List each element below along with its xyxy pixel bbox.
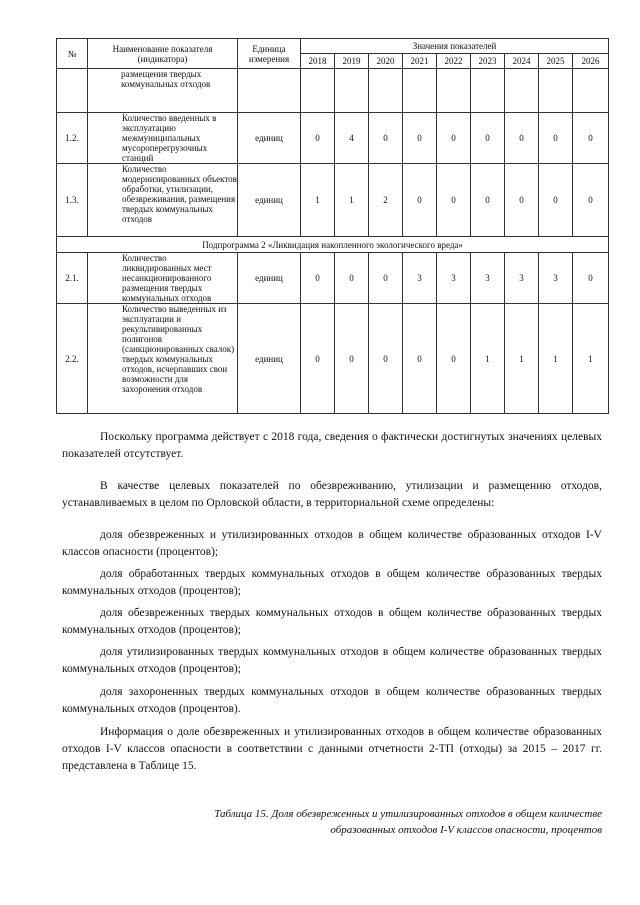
- value-cell: 3: [403, 253, 437, 304]
- value-cell: 2: [369, 164, 403, 237]
- value-cell: 0: [369, 253, 403, 304]
- value-cell: 0: [573, 253, 609, 304]
- row-unit: единиц: [238, 253, 301, 304]
- row-name: Количество выведенных из эксплуатации и рекультивированных полигонов (санкционированных свалок) твердых коммунальных отходов, исчерпавших свои возможности для захоронения отходов: [88, 304, 238, 414]
- value-cell: 0: [471, 164, 505, 237]
- row-name: Количество модернизированных объектов обработки, утилизации, обезвреживания, размещения твердых коммунальных отходов: [88, 164, 238, 237]
- value-cell: 1: [301, 164, 335, 237]
- table-row: [57, 164, 609, 237]
- value-cell: 0: [403, 113, 437, 164]
- table-header-row: [57, 39, 609, 54]
- year-header: 2021: [403, 54, 437, 69]
- value-cell: 0: [505, 164, 539, 237]
- paragraph: доля захороненных твердых коммунальных отходов в общем количестве образованных твердых коммунальных отходов (процентов).: [62, 686, 602, 715]
- value-cell: 3: [437, 253, 471, 304]
- year-header: 2023: [471, 54, 505, 69]
- table-caption: [102, 806, 602, 838]
- value-cell: 0: [335, 253, 369, 304]
- subprogram-row: [57, 237, 609, 253]
- table-row: [57, 304, 609, 414]
- year-header: 2019: [335, 54, 369, 69]
- table-row: [57, 69, 609, 113]
- paragraph: Поскольку программа действует с 2018 года, сведения о фактически достигнутых значениях целевых показателей отсутствует.: [62, 431, 602, 460]
- value-cell: 1: [471, 304, 505, 414]
- row-num: 2.1.: [57, 253, 88, 304]
- value-cell: 0: [437, 304, 471, 414]
- header-name: Наименование показателя (индикатора): [88, 39, 238, 69]
- year-header: 2024: [505, 54, 539, 69]
- header-num: №: [57, 39, 88, 69]
- value-cell: 0: [301, 304, 335, 414]
- row-name: размещения твердых коммунальных отходов: [88, 69, 238, 113]
- table-row: [57, 253, 609, 304]
- value-cell: 1: [573, 304, 609, 414]
- year-header: 2022: [437, 54, 471, 69]
- value-cell: 0: [437, 113, 471, 164]
- year-header: 2018: [301, 54, 335, 69]
- value-cell: 0: [301, 253, 335, 304]
- table-row: [57, 113, 609, 164]
- row-unit: единиц: [238, 304, 301, 414]
- value-cell: 0: [369, 113, 403, 164]
- row-name: Количество введенных в эксплуатацию межмуниципальных мусороперегрузочных станций: [88, 113, 238, 164]
- caption-line-1: Таблица 15. Доля обезвреженных и утилизированных отходов в общем количестве: [214, 808, 602, 820]
- header-unit: Единица измерения: [238, 39, 301, 69]
- paragraph: Информация о доле обезвреженных и утилизированных отходов в общем количестве образованных отходов I-V классов опасности в соответствии с данными отчетности 2-ТП (отходы) за 2015 – 2017 гг. представлена в Таблице 15.: [62, 726, 602, 772]
- value-cell: 0: [437, 164, 471, 237]
- indicators-table: [56, 38, 609, 414]
- value-cell: 3: [505, 253, 539, 304]
- value-cell: 3: [471, 253, 505, 304]
- caption-line-2: образованных отходов I-V классов опасности, процентов: [330, 824, 602, 836]
- row-unit: единиц: [238, 164, 301, 237]
- value-cell: 3: [539, 253, 573, 304]
- row-num: 1.2.: [57, 113, 88, 164]
- value-cell: 0: [539, 113, 573, 164]
- row-num: 1.3.: [57, 164, 88, 237]
- row-unit: единиц: [238, 113, 301, 164]
- value-cell: 0: [539, 164, 573, 237]
- header-values: Значения показателей: [301, 39, 609, 54]
- value-cell: 0: [403, 304, 437, 414]
- year-header: 2025: [539, 54, 573, 69]
- row-num: 2.2.: [57, 304, 88, 414]
- paragraph: доля обработанных твердых коммунальных отходов в общем количестве образованных твердых коммунальных отходов (процентов);: [62, 568, 602, 597]
- paragraph: доля утилизированных твердых коммунальных отходов в общем количестве образованных твердых коммунальных отходов (процентов);: [62, 646, 602, 675]
- value-cell: 0: [471, 113, 505, 164]
- value-cell: 0: [335, 304, 369, 414]
- value-cell: 4: [335, 113, 369, 164]
- paragraph: В качестве целевых показателей по обезвреживанию, утилизации и размещению отходов, устанавливаемых в целом по Орловской области, в территориальной схеме определены:: [62, 480, 602, 509]
- row-name: Количество ликвидированных мест несанкционированного размещения твердых коммунальных отходов: [88, 253, 238, 304]
- value-cell: 0: [505, 113, 539, 164]
- value-cell: 1: [539, 304, 573, 414]
- value-cell: 0: [573, 113, 609, 164]
- paragraph: доля обезвреженных твердых коммунальных отходов в общем количестве образованных твердых коммунальных отходов (процентов);: [62, 607, 602, 636]
- value-cell: 0: [301, 113, 335, 164]
- value-cell: 1: [335, 164, 369, 237]
- subprogram-title: Подпрограмма 2 «Ликвидация накопленного экологического вреда»: [57, 237, 609, 253]
- paragraph: доля обезвреженных и утилизированных отходов в общем количестве образованных отходов I-V классов опасности (процентов);: [62, 529, 602, 558]
- value-cell: 1: [505, 304, 539, 414]
- year-header: 2020: [369, 54, 403, 69]
- year-header: 2026: [573, 54, 609, 69]
- value-cell: 0: [403, 164, 437, 237]
- value-cell: 0: [369, 304, 403, 414]
- value-cell: 0: [573, 164, 609, 237]
